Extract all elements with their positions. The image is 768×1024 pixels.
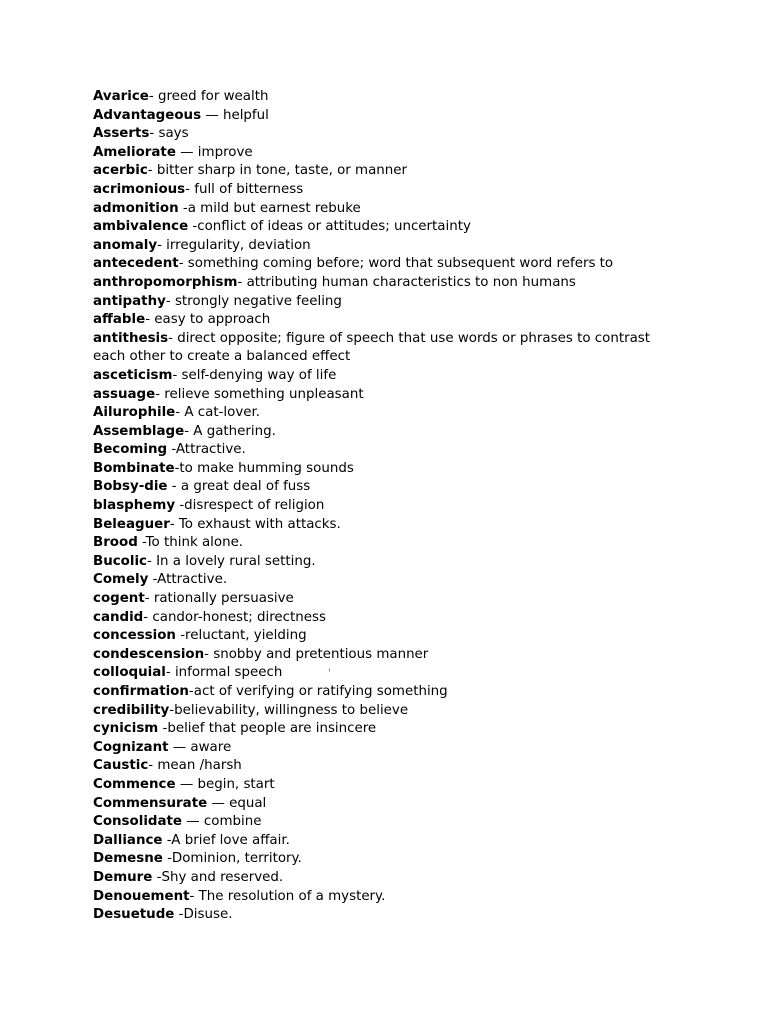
definition: — combine bbox=[182, 814, 262, 830]
list-item bbox=[93, 553, 693, 572]
list-item bbox=[93, 200, 693, 219]
list-item bbox=[93, 720, 693, 739]
definition: - The resolution of a mystery. bbox=[189, 888, 386, 904]
term: credibility bbox=[93, 702, 170, 718]
term: Bombinate bbox=[93, 460, 175, 476]
term: Commensurate bbox=[93, 795, 208, 811]
term: acrimonious bbox=[93, 181, 186, 197]
list-item bbox=[93, 590, 693, 609]
term: ambivalence bbox=[93, 219, 189, 235]
definition: -to make humming sounds bbox=[174, 460, 354, 476]
term: Advantageous bbox=[93, 107, 202, 123]
definition: -believability, willingness to believe bbox=[169, 702, 409, 718]
term: candid bbox=[93, 609, 144, 625]
term: Demure bbox=[93, 869, 153, 885]
list-item bbox=[93, 534, 693, 553]
term: confirmation bbox=[93, 684, 189, 699]
list-item bbox=[93, 311, 693, 330]
term: Denouement bbox=[93, 888, 190, 904]
definition: - To exhaust with attacks. bbox=[169, 516, 341, 532]
definition: - something coming before; word that subsequent word refers to bbox=[178, 256, 614, 272]
definition: — equal bbox=[207, 795, 267, 811]
definition: - greed for wealth bbox=[148, 89, 269, 104]
list-item bbox=[93, 497, 693, 516]
list-item bbox=[93, 813, 693, 832]
list-item bbox=[93, 478, 693, 497]
definition: - In a lovely rural setting. bbox=[147, 553, 316, 569]
definition: - relieve something unpleasant bbox=[155, 386, 364, 402]
definition: -Shy and reserved. bbox=[152, 869, 284, 885]
list-item bbox=[93, 850, 693, 869]
list-item bbox=[93, 88, 693, 107]
list-item bbox=[93, 218, 693, 237]
definition: — helpful bbox=[201, 107, 269, 123]
term: anthropomorphism bbox=[93, 274, 238, 290]
term: admonition bbox=[93, 200, 179, 216]
definition: — improve bbox=[175, 144, 253, 160]
list-item bbox=[93, 776, 693, 795]
definition: - attributing human characteristics to non humans bbox=[237, 274, 576, 290]
definition: -Attractive. bbox=[167, 442, 246, 458]
list-item bbox=[93, 274, 693, 293]
vocabulary-list bbox=[93, 88, 693, 925]
definition: - mean /harsh bbox=[148, 758, 242, 774]
list-item bbox=[93, 255, 693, 274]
list-item bbox=[93, 293, 693, 312]
list-item bbox=[93, 646, 693, 665]
definition: -act of verifying or ratifying something bbox=[188, 684, 448, 699]
list-item bbox=[93, 330, 653, 367]
definition: -conflict of ideas or attitudes; uncertainty bbox=[188, 219, 471, 235]
list-item bbox=[93, 664, 693, 683]
definition: -disrespect of religion bbox=[175, 498, 325, 514]
list-item bbox=[93, 627, 693, 646]
list-item bbox=[93, 832, 693, 851]
term: colloquial bbox=[93, 665, 166, 681]
term: cynicism bbox=[93, 721, 159, 737]
term: concession bbox=[93, 628, 176, 644]
term: assuage bbox=[93, 386, 156, 402]
list-item bbox=[93, 107, 693, 126]
definition: - bitter sharp in tone, taste, or manner bbox=[147, 163, 408, 179]
term: asceticism bbox=[93, 367, 173, 383]
list-item bbox=[93, 795, 693, 814]
definition: -reluctant, yielding bbox=[175, 628, 307, 644]
definition: -a mild but earnest rebuke bbox=[178, 200, 361, 216]
list-item bbox=[93, 367, 693, 386]
list-item bbox=[93, 906, 693, 925]
list-item bbox=[93, 125, 693, 144]
term: Beleaguer bbox=[93, 516, 170, 532]
list-item bbox=[93, 739, 693, 758]
list-item bbox=[93, 869, 693, 888]
list-item bbox=[93, 144, 693, 163]
term: condescension bbox=[93, 646, 205, 662]
term: Bucolic bbox=[93, 553, 147, 569]
definition: -belief that people are insincere bbox=[158, 721, 377, 737]
term: Desuetude bbox=[93, 907, 175, 923]
list-item bbox=[93, 386, 693, 405]
term: Caustic bbox=[93, 758, 149, 774]
list-item bbox=[93, 516, 693, 535]
definition: - candor-honest; directness bbox=[143, 609, 326, 625]
list-item bbox=[93, 237, 693, 256]
term: acerbic bbox=[93, 163, 148, 179]
definition: - strongly negative feeling bbox=[165, 293, 342, 309]
list-item bbox=[93, 423, 693, 442]
term: Asserts bbox=[93, 126, 150, 142]
term: anomaly bbox=[93, 237, 158, 253]
definition: - says bbox=[149, 126, 189, 142]
list-item bbox=[93, 683, 693, 702]
definition: - informal speech bbox=[165, 665, 283, 681]
definition: - A cat-lover. bbox=[175, 405, 261, 421]
definition: - full of bitterness bbox=[185, 181, 304, 197]
term: Assemblage bbox=[93, 423, 185, 439]
term: antecedent bbox=[93, 256, 179, 272]
term: Consolidate bbox=[93, 814, 183, 830]
list-item bbox=[93, 404, 693, 423]
list-item bbox=[93, 702, 693, 721]
definition: - easy to approach bbox=[145, 312, 271, 328]
term: Ailurophile bbox=[93, 405, 176, 421]
definition: -Attractive. bbox=[148, 572, 228, 588]
list-item bbox=[93, 888, 693, 907]
term: Brood bbox=[93, 535, 138, 551]
list-item bbox=[93, 460, 693, 479]
term: blasphemy bbox=[93, 498, 176, 514]
definition: - snobby and pretentious manner bbox=[204, 646, 429, 662]
term: Commence bbox=[93, 776, 176, 792]
definition: - rationally persuasive bbox=[144, 591, 294, 607]
definition: — begin, start bbox=[175, 776, 275, 792]
term: Comely bbox=[93, 572, 149, 588]
list-item bbox=[93, 757, 693, 776]
list-item bbox=[93, 609, 693, 628]
stray-mark: ⁱ bbox=[329, 667, 331, 676]
term: Ameliorate bbox=[93, 144, 176, 160]
term: Cognizant bbox=[93, 739, 169, 755]
term: Avarice bbox=[93, 89, 149, 104]
definition: -Dominion, territory. bbox=[162, 851, 302, 867]
term: antithesis bbox=[93, 330, 169, 346]
definition: - A gathering. bbox=[184, 423, 276, 439]
definition: - direct opposite; figure of speech that use words or phrases to contrast each other to create a balanced effect bbox=[93, 330, 651, 365]
definition: — aware bbox=[168, 739, 232, 755]
term: antipathy bbox=[93, 293, 166, 309]
list-item bbox=[93, 181, 693, 200]
list-item bbox=[93, 162, 693, 181]
term: Dalliance bbox=[93, 832, 163, 848]
term: Becoming bbox=[93, 442, 168, 458]
term: Demesne bbox=[93, 851, 163, 867]
list-item bbox=[93, 571, 693, 590]
term: affable bbox=[93, 312, 146, 328]
term: Bobsy-die bbox=[93, 479, 168, 495]
definition: - irregularity, deviation bbox=[157, 237, 311, 253]
definition: -To think alone. bbox=[137, 535, 244, 551]
definition: - a great deal of fuss bbox=[167, 479, 311, 495]
list-item bbox=[93, 441, 693, 460]
definition: -Disuse. bbox=[174, 907, 233, 923]
term: cogent bbox=[93, 591, 145, 607]
definition: - self-denying way of life bbox=[172, 367, 337, 383]
definition: -A brief love affair. bbox=[162, 832, 290, 848]
